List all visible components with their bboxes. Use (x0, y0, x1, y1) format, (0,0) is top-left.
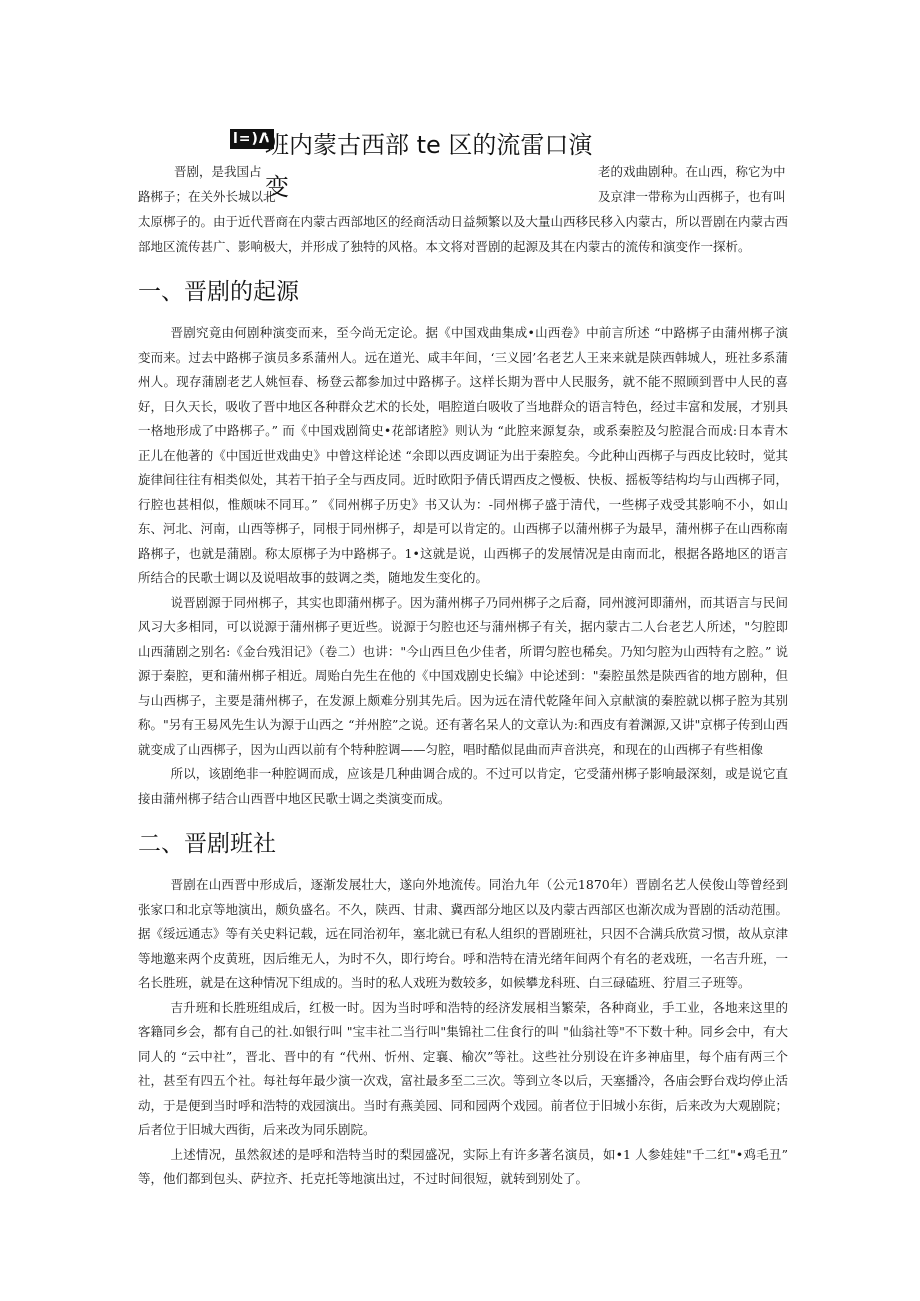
paragraph: 晋剧在山西晋中形成后，逐渐发展壮大，遂向外地流传。同治九年（公元1870年）晋剧名艺人侯俊山等曾经到张家口和北京等地演出，颇负盛名。不久，陕西、甘肃、冀西部分地区以及内蒙古西部区也渐次成为晋剧的活动范围。据《绥远通志》等有关史料记载，远在同治初年，塞北就已有私人组织的晋剧班社，只因不合满兵欣赏习惯，故从京津等地邀来两个皮黄班，因后维无人，为时不久，即行垮台。呼和浩特在清光绪年间两个有名的老戏班，一名吉升班，一名长胜班，就是在这种情况下组成的。当时的私人戏班为数较多，如候攀龙科班、白三碌磕班、狞眉三子班等。 (138, 877, 789, 990)
intro-fragment: 晋剧，是我国占 (174, 164, 262, 179)
paragraph: 吉升班和长胜班组成后，红极一时。因为当时呼和浩特的经济发展相当繁荣，各种商业，手工业，各地来这里的客籍同乡会，都有自己的社.如银行叫 "宝丰社二当行叫"集锦社二住食行的叫 "仙翁社等"不下数十种。同乡会中，有大同人的 “云中社”，晋北、晋中的有 “代州、忻州、定襄、榆次”等社。这些社分别设在许多神庙里，每个庙有两三个社，甚至有四五个社。每社每年最少演一次戏，富社最多至二三次。等到立冬以后，天塞播冷，各庙会野台戏均停止活动，于是便到当时呼和浩特的戏园演出。当时有燕美园、同和园两个戏园。前者位于旧城小东街，后来改为大观剧院；后者位于旧城大西街，后来改为同乐剧院。 (138, 999, 789, 1137)
paragraph: 所以，该剧绝非一种腔调而成，应该是几种曲调合成的。不过可以肯定，它受蒲州梆子影响最深刻，或是说它直接由蒲州梆子结合山西晋中地区民歌士调之类演变而成。 (138, 766, 788, 806)
section-heading: 二、晋剧班社 (138, 831, 276, 857)
title-badge: l=)Λ (230, 129, 274, 149)
article-body (138, 210, 788, 1192)
paragraph: 说晋剧源于同州梆子，其实也即蒲州梆子。因为蒲州梆子乃同州梆子之后裔，同州渡河即蒲州，而其语言与民间风习大多相同，可以说源于蒲州梆子更近些。说源于匀腔也还与蒲州梆子有关，据内蒙古二人台老艺人所述，"匀腔即山西蒲剧之别名:《金台残泪记》（卷二）也讲："今山西旦色少佳者，所谓匀腔也稀矣。乃知匀腔为山西特有之腔。” 说源于秦腔，更和蒲州梆子相近。周贻白先生在他的《中国戏剧史长编》中论述到："秦腔虽然是陕西省的地方剧种，但与山西梆子，主要是蒲州梆子，在发源上颇难分别其先后。因为远在清代乾隆年间入京献演的秦腔就以梆子腔为其别称。"另有王易风先生认为源于山西之 “并州腔”之说。还有著名呆人的文章认为:和西皮有着渊源,又讲"京梆子传到山西就变成了山西梆子，因为山西以前有个特种腔调——匀腔，唱时酷似昆曲而声音洪亮，和现在的山西梆子有些相像 (138, 594, 788, 757)
page-title: 班内蒙古西部 te 区的流雷口演 (265, 131, 593, 159)
paragraph: 上述情况，虽然叙述的是呼和浩特当时的梨园盛况，实际上有许多著名演员，如•1 人参娃娃"千二红"•鸡毛丑” 等，他们都到包头、萨拉齐、托克托等地演出过，不过时间很短，就转到别处了。 (138, 1146, 788, 1186)
intro-paragraph: 太原梆子的。由于近代晋商在内蒙古西部地区的经商活动日益频繁以及大量山西移民移入内蒙古，所以晋剧在内蒙古西部地区流传甚广、影响极大，并形成了独特的风格。本文将对晋剧的起源及其在内蒙古的流传和演变作一探析。 (138, 214, 789, 254)
intro-fragment: 及京津一带称为山西梆子，也有叫 (598, 189, 786, 204)
section-heading: 一、晋剧的起源 (138, 279, 299, 305)
intro-fragment: 路梆子；在关外长城以北 (138, 189, 276, 204)
paragraph: 晋剧究竟由何剧种演变而来，至今尚无定论。据《中国戏曲集成•山西卷》中前言所述 “中路梆子由蒲州梆子演变而来。过去中路梆子演员多系蒲州人。远在道光、咸丰年间，‘三义园’名老艺人王来来就是陕西韩城人，班社多系蒲州人。现存蒲剧老艺人姚恒春、杨登云都参加过中路梆子。这样长期为晋中人民服务，就不能不照顾到晋中人民的喜好，日久天长，吸收了晋中地区各种群众艺术的长处，唱腔道白吸收了当地群众的语言特色，经过丰富和发展，才别具一格地形成了中路梆子。” 而《中国戏剧简史•花部诸腔》则认为 “此腔来源复杂，或系秦腔及匀腔混合而成:日本青木正儿在他著的《中国近世戏曲史》中曾这样论述 “余即以西皮调证为出于秦腔矣。今此种山西梆子与西皮比较时，觉其旋律间往往有相类似处，其若干拍子全与西皮同。近时欧阳予倩氏谓西皮之慢板、快板、摇板等结构均与山西梆子同，行腔也甚相似，惟颇味不同耳。” 《同州梆子历史》书又认为：-同州梆子盛于清代，一些梆子戏受其影响不小，如山东、河北、河南，山西等梆子，同根于同州梆子，却是可以肯定的。山西梆子以蒲州梆子为最早，蒲州梆子在山西称南路梆子，也就是蒲剧。称太原梆子为中路梆子。1•这就是说，山西梆子的发展情况是由南而北，根据各路地区的语言所结合的民歌士调以及说唱故事的鼓调之类，随地发生变化的。 (138, 325, 789, 585)
intro-fragment: 老的戏曲剧种。在山西，称它为中 (598, 164, 786, 179)
page-title-continuation: 变 (265, 173, 289, 201)
